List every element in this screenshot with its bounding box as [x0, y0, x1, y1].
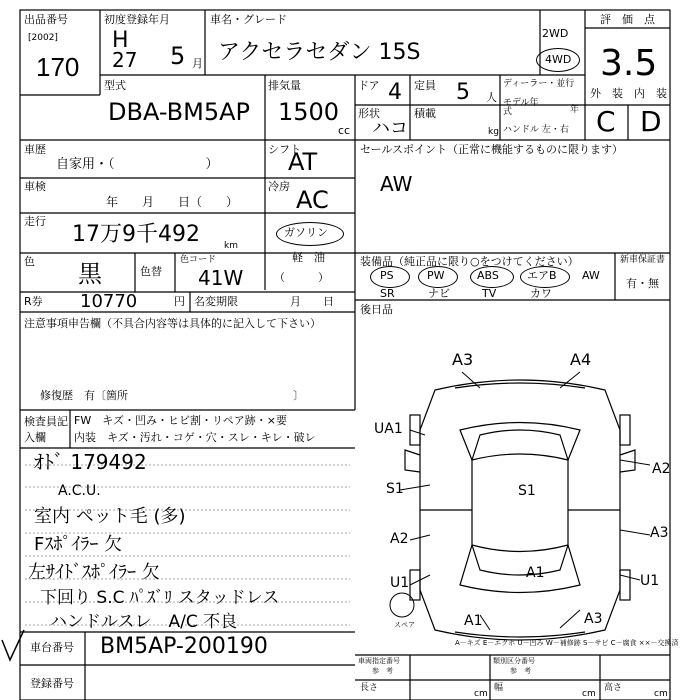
meigi-label: 名変期限 — [194, 295, 238, 308]
equipment-label: 装備品（純正品に限り○をつけてください） — [360, 255, 579, 268]
dmg-label-5: S1 — [386, 481, 404, 497]
handle-label: ハンドル 左・右 — [503, 125, 569, 135]
ref-sankou: 参 考 — [372, 667, 393, 675]
shape-label: 形状 — [358, 107, 380, 120]
car-damage-diagram — [380, 360, 670, 655]
note-line-5: 左ｻｲﾄﾞｽﾎﾟｲﾗｰ 欠 — [28, 562, 160, 583]
seats: 5 — [456, 80, 470, 105]
dmg-label-9: A1 — [526, 565, 545, 581]
exterior-grade: C — [596, 105, 616, 138]
car-name-label: 車名・グレード — [210, 13, 287, 26]
shift: AT — [288, 148, 318, 176]
exterior-label: 外 装 — [590, 87, 623, 100]
sales-point-value: AW — [380, 172, 413, 196]
dmg-label-10: U1 — [390, 575, 410, 591]
model-year-label: モデル年式 — [503, 98, 539, 117]
displacement-label: 排気量 — [268, 79, 301, 92]
year: 27 — [112, 48, 138, 72]
shape: ハコ — [372, 118, 408, 139]
dmg-label-3: UA1 — [374, 421, 403, 437]
equip-sr: SR — [380, 287, 395, 300]
era: H — [112, 28, 129, 53]
inspector-label: 検査員記入欄 — [24, 415, 68, 444]
month-suffix: 月 — [192, 57, 203, 70]
note-line-3: 室内 ペット毛 (多) — [34, 506, 186, 527]
drive-4wd: 4WD — [545, 53, 572, 66]
equip-abs: ABS — [477, 269, 499, 282]
color-label: 色 — [24, 255, 35, 268]
model: DBA-BM5AP — [108, 98, 250, 126]
recycle-label: R券 — [24, 295, 43, 308]
doors: 4 — [388, 80, 402, 105]
shift-label: シフト — [268, 143, 301, 156]
kg-unit: kg — [488, 127, 499, 137]
dmg-label-12: A1 — [464, 613, 483, 629]
color-change-label: 色替 — [140, 265, 162, 278]
note-line-1: ｵﾄﾞ 179492 — [34, 450, 147, 474]
load-label: 積載 — [414, 107, 436, 120]
height-label: 高さ — [604, 683, 623, 693]
color-code-label: 色コード — [180, 255, 217, 265]
lot-number-label: 出品番号 — [24, 13, 68, 26]
after-label: 後日品 — [360, 303, 393, 316]
equip-navi: ナビ — [428, 287, 450, 300]
dmg-label-1: A3 — [452, 350, 474, 369]
note-line-2: A.C.U. — [58, 483, 101, 499]
dmg-label-8: A2 — [390, 531, 409, 547]
lot-sub: [2002] — [28, 33, 58, 43]
width-label: 幅 — [494, 683, 504, 693]
dmg-label-4: A2 — [652, 461, 671, 477]
fuel-gas: ガソリン — [284, 226, 328, 239]
doors-label: ドア — [358, 79, 380, 92]
equip-ps: PS — [380, 269, 394, 282]
dmg-label-11: U1 — [640, 573, 660, 589]
history-label: 車歴 — [24, 143, 46, 156]
note-line-4: Fｽﾎﾟｲﾗｰ 欠 — [34, 534, 123, 555]
color: 黒 — [78, 260, 102, 288]
year-unit: 年 — [570, 105, 580, 115]
height-cm: cm — [654, 689, 668, 699]
dmg-label-13: A3 — [584, 611, 603, 627]
history-value: 自家用・（ ） — [56, 157, 219, 172]
ref2-sankou: 参 考 — [510, 667, 531, 675]
note-line-7: ハンドルスレ A/C 不良 — [50, 612, 238, 632]
dmg-label-7: A3 — [650, 525, 669, 541]
aircon: AC — [296, 186, 329, 214]
rating: 3.5 — [600, 43, 658, 84]
note-line-6: 下回り S.C ﾊﾟｽﾞﾘ スタッドレス — [40, 588, 280, 608]
shaken-label: 車検 — [24, 180, 46, 193]
aircon-label: 冷房 — [268, 180, 290, 193]
width-cm: cm — [582, 689, 596, 699]
yen-unit: 円 — [174, 295, 185, 308]
ref-label: 車両指定番号 — [358, 657, 400, 665]
equip-airbag: エアB — [527, 269, 557, 282]
dmg-label-6: S1 — [518, 483, 536, 499]
lot-number: 170 — [36, 52, 80, 82]
length-label: 長さ — [360, 683, 379, 693]
fuel-paren: （ ） — [274, 271, 329, 284]
recycle-fee: 10770 — [80, 291, 138, 312]
dmg-label-2: A4 — [570, 350, 592, 369]
sales-point-label: セールスポイント（正常に機能するものに限ります） — [360, 143, 624, 156]
seats-label: 定員 — [414, 79, 436, 92]
equip-pw: PW — [427, 269, 445, 282]
first-reg-label: 初度登録年月 — [104, 13, 170, 26]
month: 5 — [170, 42, 186, 70]
car-name: アクセラセダン 15S — [218, 40, 421, 65]
mileage-label: 走行 — [24, 215, 46, 228]
repair-label: 修復歴 有〔箇所 〕 — [40, 389, 304, 402]
displacement: 1500 — [278, 98, 340, 126]
equip-aw: AW — [582, 269, 600, 282]
notice-label: 注意事項申告欄（不具合内容等は具体的に記入して下さい） — [24, 317, 321, 330]
fuel-diesel: 軽 油 — [292, 251, 325, 264]
shaken-value: 年 月 日（ ） — [106, 195, 239, 209]
warranty-label: 新車保証書 — [620, 255, 666, 265]
legend: A－キズ E－エクボ U－凹み W－補修跡 S－サビ C－腐食 ××－交換済 — [455, 639, 679, 647]
dealer-label: ディーラー・並行 — [503, 79, 575, 89]
ref2-label: 類別区分番号 — [493, 657, 535, 665]
chassis-label: 車台番号 — [30, 641, 74, 654]
km-unit: km — [224, 241, 238, 251]
meigi-value: 月 日 — [290, 295, 334, 308]
interior-row: 内装 キズ・汚れ・コゲ・穴・スレ・キレ・破レ — [74, 431, 316, 444]
length-cm: cm — [474, 689, 488, 699]
color-code: 41W — [198, 266, 244, 290]
equip-leather: カワ — [530, 287, 552, 300]
mileage: 17万9千492 — [72, 222, 200, 247]
spare-label: スペア — [394, 621, 415, 629]
equip-tv: TV — [482, 287, 497, 300]
warranty-value: 有・無 — [626, 277, 659, 290]
cc-unit: cc — [338, 124, 351, 137]
reg-label: 登録番号 — [30, 677, 74, 690]
seats-unit: 人 — [486, 91, 497, 104]
model-label: 型式 — [104, 79, 126, 92]
drive-2wd: 2WD — [542, 27, 569, 40]
chassis-number: BM5AP-200190 — [100, 634, 268, 659]
interior-grade: D — [640, 105, 662, 138]
fw-row: FW キズ・凹み・ヒビ割・リペア跡・×要 — [74, 414, 287, 427]
rating-label: 評 価 点 — [600, 13, 655, 26]
interior-label: 内 装 — [634, 87, 667, 100]
